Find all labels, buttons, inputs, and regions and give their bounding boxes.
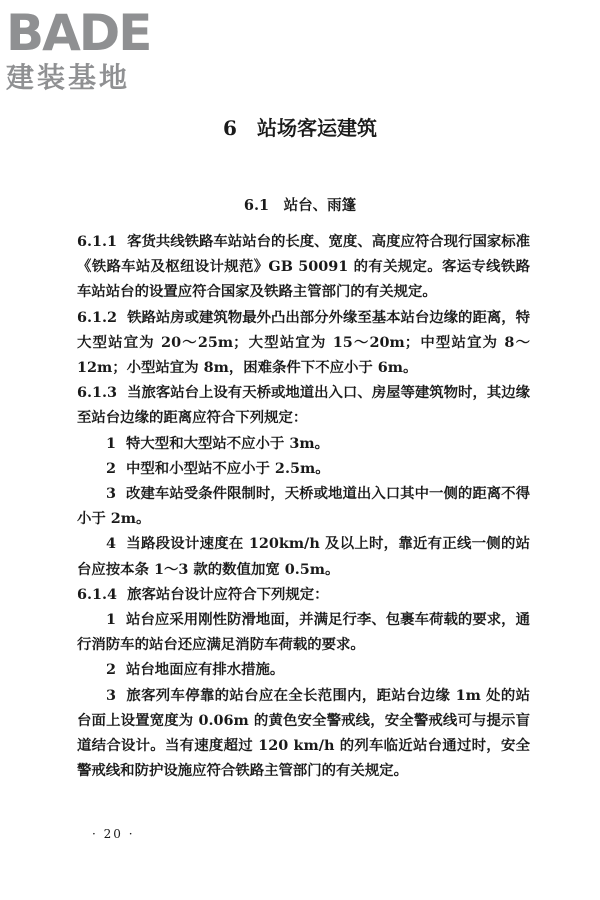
item-number: 2 xyxy=(106,459,117,477)
item-text: 当路段设计速度在 120km/h 及以上时，靠近有正线一侧的站台应按本条 1～3 款的数值加宽 0.5m。 xyxy=(77,535,530,578)
item-number: 4 xyxy=(106,535,117,553)
clause-6-1-1 xyxy=(77,229,530,305)
list-item xyxy=(77,531,530,581)
list-item xyxy=(77,607,530,657)
item-number: 1 xyxy=(106,611,117,629)
clause-text: 铁路站房或建筑物最外凸出部分外缘至基本站台边缘的距离，特大型站宜为 20～25m；大型站宜为 15～20m；中型站宜为 8～12m；小型站宜为 8m，困难条件下不应小于 6m。 xyxy=(77,308,531,377)
clause-6-1-3 xyxy=(77,380,530,430)
clause-text: 旅客站台设计应符合下列规定： xyxy=(127,585,329,603)
clause-text: 当旅客站台上设有天桥或地道出入口、房屋等建筑物时，其边缘至站台边缘的距离应符合下列规定： xyxy=(77,384,531,427)
bade-logo xyxy=(6,4,176,96)
clause-6-1-4 xyxy=(77,582,530,607)
list-item xyxy=(77,431,530,456)
list-item xyxy=(77,657,530,682)
clause-6-1-2 xyxy=(77,305,530,381)
logo-wordmark: BADE xyxy=(6,4,151,62)
item-text: 站台地面应有排水措施。 xyxy=(126,661,285,679)
clause-number: 6.1.4 xyxy=(77,585,118,603)
clause-text: 客货共线铁路车站站台的长度、宽度、高度应符合现行国家标准《铁路车站及枢纽设计规范》GB 50091 的有关规定。客运专线铁路车站站台的设置应符合国家及铁路主管部门的有关规定。 xyxy=(77,233,531,301)
item-text: 站台应采用刚性防滑地面，并满足行李、包裹车荷载的要求，通行消防车的站台还应满足消防车荷载的要求。 xyxy=(77,611,530,654)
page-number: · 20 · xyxy=(92,827,135,841)
body-text xyxy=(77,229,530,783)
logo-subtitle: 建装基地 xyxy=(6,61,131,94)
item-text: 中型和小型站不应小于 2.5m。 xyxy=(126,459,330,477)
item-text: 改建车站受条件限制时，天桥或地道出入口其中一侧的距离不得小于 2m。 xyxy=(77,485,530,528)
section-title: 6.1 站台、雨篷 xyxy=(243,197,357,214)
item-number: 2 xyxy=(106,661,117,679)
clause-number: 6.1.1 xyxy=(77,233,118,250)
item-text: 旅客列车停靠的站台应在全长范围内，距站台边缘 1m 处的站台面上设置宽度为 0.06m 的黄色安全警戒线，安全警戒线可与提示盲道结合设计。当有速度超过 120 km/h 的列车临近站台通过时，安全警戒线和防护设施应符合铁路主管部门的有关规定。 xyxy=(77,686,530,780)
clause-number: 6.1.2 xyxy=(77,308,118,326)
clause-number: 6.1.3 xyxy=(77,384,118,402)
list-item xyxy=(77,683,530,784)
item-number: 3 xyxy=(106,485,117,503)
item-text: 特大型和大型站不应小于 3m。 xyxy=(126,434,329,452)
list-item xyxy=(77,456,530,481)
item-number: 1 xyxy=(106,434,117,452)
item-number: 3 xyxy=(106,686,117,704)
chapter-title: 6 站场客运建筑 xyxy=(223,116,377,140)
list-item xyxy=(77,481,530,531)
